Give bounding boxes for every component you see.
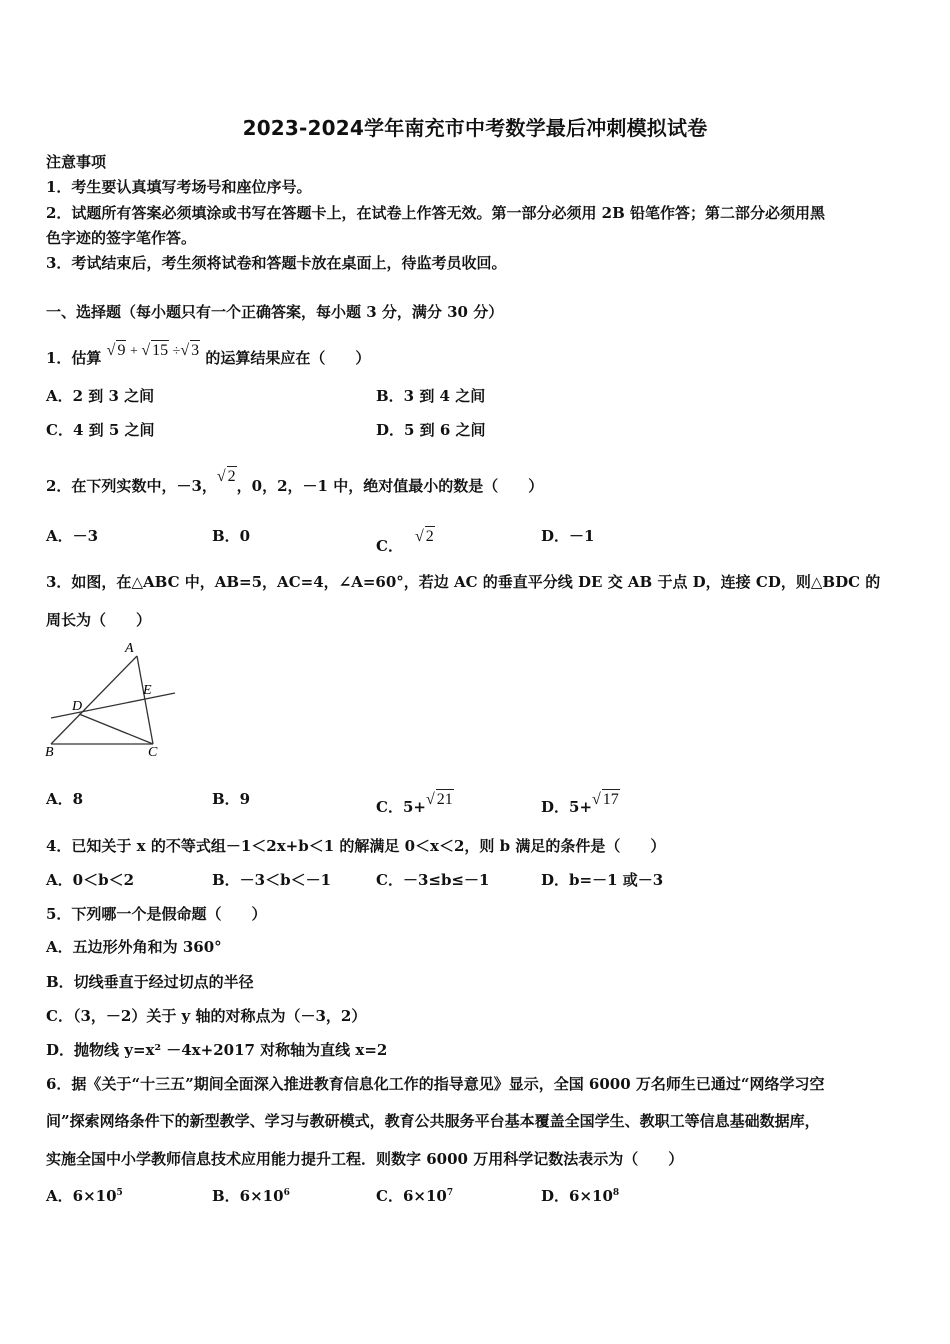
option-b: B．－3＜b＜－1	[212, 871, 332, 889]
option-c: C．－3≤b≤－1	[376, 871, 490, 889]
option-c: C．5+√ 21	[376, 791, 453, 816]
question-6-line: 间”探索网络条件下的新型教学、学习与教研模式，教育公共服务平台基本覆盖全国学生、教职工等信息基础数据库，	[46, 1112, 820, 1130]
option-d: D．抛物线 y=x² －4x+2017 对称轴为直线 x=2	[46, 1041, 388, 1059]
notice-item: 2．试题所有答案必须填涂或书写在答题卡上，在试卷上作答无效。第一部分必须用 2B 铅笔作答；第二部分必须用黑	[46, 204, 826, 222]
option-d: D．$6\times 10^8$	[541, 1187, 620, 1205]
sqrt-symbol: √ 2	[414, 528, 434, 545]
option-c: C．√ 2	[376, 528, 434, 555]
option-a: A．8	[46, 790, 84, 808]
option-b: B．$6\times 10^6$	[212, 1187, 290, 1205]
option-d: D．b=－1 或－3	[541, 871, 664, 889]
option-d: D．－1	[541, 527, 595, 545]
notice-item: 色字迹的签字笔作答。	[46, 229, 197, 247]
label-a: A	[125, 641, 134, 656]
sqrt-symbol: √ 21	[425, 791, 453, 808]
option-a: A．2 到 3 之间	[46, 387, 155, 405]
line-de	[51, 693, 175, 718]
segment-ab	[51, 656, 137, 744]
question-4: 4．已知关于 x 的不等式组－1＜2x+b＜1 的解满足 0＜x＜2，则 b 满足的条件是（ ）	[46, 837, 666, 855]
label-b: B	[45, 745, 54, 760]
triangle-figure	[45, 638, 180, 763]
sqrt-symbol: √ 3	[180, 342, 200, 359]
question-1-suffix: 的运算结果应在（ ）	[205, 349, 371, 367]
page-title: 2023-2024学年南充市中考数学最后冲刺模拟试卷	[242, 116, 708, 140]
option-a: A．－3	[46, 527, 99, 545]
question-3-line: 周长为（ ）	[46, 611, 152, 629]
sqrt-symbol: √ 17	[592, 791, 619, 808]
sqrt-symbol: √ 2	[216, 468, 236, 485]
option-c: C．（3，－2）关于 y 轴的对称点为（－3，2）	[46, 1007, 367, 1025]
section-heading: 一、选择题（每小题只有一个正确答案，每小题 3 分，满分 30 分）	[46, 303, 504, 321]
option-d: D．5 到 6 之间	[376, 421, 486, 439]
label-e: E	[143, 683, 152, 698]
option-b: B．切线垂直于经过切点的半径	[46, 973, 254, 991]
option-c: C．$6\times 10^7$	[376, 1187, 454, 1205]
segment-cd	[79, 714, 153, 744]
question-1	[46, 340, 370, 368]
option-b: B．3 到 4 之间	[376, 387, 486, 405]
question-6-line: 6．据《关于“十三五”期间全面深入推进教育信息化工作的指导意见》显示，全国 6000 万名师生已通过“网络学习空	[46, 1075, 825, 1093]
option-a: A．$6\times 10^5$	[46, 1187, 123, 1205]
notice-heading: 注意事项	[46, 153, 107, 171]
option-d: D．5+√ 17	[541, 791, 619, 816]
label-d: D	[72, 699, 83, 714]
sqrt-symbol: √ 9	[106, 342, 126, 359]
question-2: 2．在下列实数中，－3，√ 2，0，2，－1 中，绝对值最小的数是（ ）	[46, 468, 544, 495]
notice-item: 1．考生要认真填写考场号和座位序号。	[46, 178, 312, 196]
option-b: B．0	[212, 527, 251, 545]
question-5: 5．下列哪一个是假命题（ ）	[46, 905, 267, 923]
option-a: A．0＜b＜2	[46, 871, 135, 889]
option-a: A．五边形外角和为 360°	[46, 938, 222, 956]
question-3-line: 3．如图，在△ABC 中，AB=5，AC=4，∠A=60°，若边 AC 的垂直平分线 DE 交 AB 于点 D，连接 CD，则△BDC 的	[46, 573, 881, 591]
question-1-prefix: 1．估算	[46, 349, 102, 367]
label-c: C	[148, 745, 158, 760]
option-c: C．4 到 5 之间	[46, 421, 155, 439]
notice-item: 3．考试结束后，考生须将试卷和答题卡放在桌面上，待监考员收回。	[46, 254, 507, 272]
option-b: B．9	[212, 790, 251, 808]
question-6-line: 实施全国中小学教师信息技术应用能力提升工程．则数字 6000 万用科学记数法表示为（ ）	[46, 1150, 684, 1168]
question-1-expression: √ 9 + √ 15 ÷√ 3	[106, 342, 200, 359]
sqrt-symbol: √ 15	[141, 342, 169, 359]
